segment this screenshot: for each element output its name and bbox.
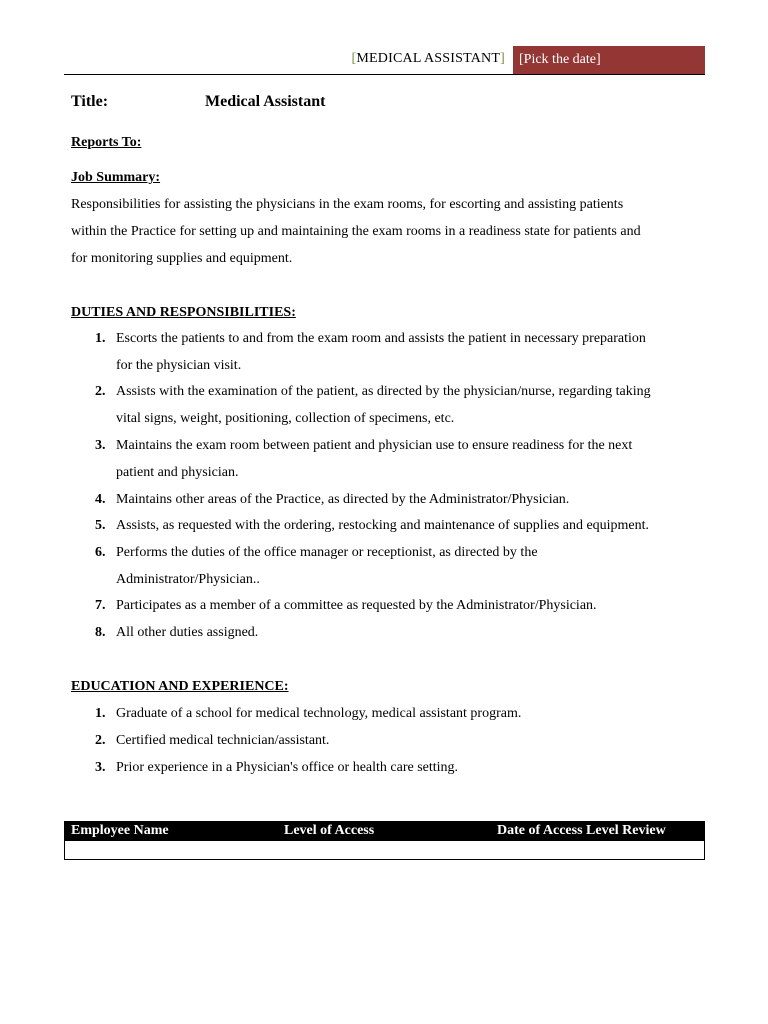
list-item-text: Participates as a member of a committee as requested by the Administrator/Physician.: [116, 598, 597, 613]
list-item-text: Maintains the exam room between patient and physician use to ensure readiness for the next: [116, 438, 633, 453]
header-employee-name: Employee Name: [71, 823, 169, 838]
title-row: [71, 93, 326, 111]
list-item-number: 2.: [95, 384, 106, 399]
table-row: [65, 841, 704, 859]
list-item-number: 1.: [95, 706, 106, 721]
list-item-text: vital signs, weight, positioning, collection of specimens, etc.: [116, 411, 455, 426]
education-heading: EDUCATION AND EXPERIENCE:: [71, 679, 289, 694]
list-item-number: 5.: [95, 518, 106, 533]
title-value: Medical Assistant: [205, 93, 326, 110]
employee-name-cell[interactable]: [65, 841, 277, 859]
reports-to-label: Reports To:: [71, 135, 142, 150]
list-item-number: 2.: [95, 733, 106, 748]
header-title-text: MEDICAL ASSISTANT: [356, 51, 501, 66]
list-item-text: All other duties assigned.: [116, 625, 259, 640]
list-item-text: Assists with the examination of the patient, as directed by the physician/nurse, regarding taking: [116, 384, 651, 399]
job-summary-line: for monitoring supplies and equipment.: [71, 251, 293, 266]
list-item-text: Graduate of a school for medical technology, medical assistant program.: [116, 706, 522, 721]
list-item-number: 4.: [95, 492, 106, 507]
list-item-text: Maintains other areas of the Practice, as directed by the Administrator/Physician.: [116, 492, 570, 507]
level-of-access-cell[interactable]: [277, 841, 490, 859]
list-item-text: Assists, as requested with the ordering, restocking and maintenance of supplies and equipment.: [116, 518, 650, 533]
list-item-text: patient and physician.: [116, 465, 239, 480]
list-item-number: 8.: [95, 625, 106, 640]
header-bracket-close: ]: [500, 51, 505, 66]
header-bracket-open: [: [351, 51, 357, 66]
title-label: Title:: [71, 93, 109, 110]
list-item-number: 6.: [95, 545, 106, 560]
review-date-cell[interactable]: [490, 841, 704, 859]
header-title[interactable]: [352, 51, 505, 67]
duties-heading: DUTIES AND RESPONSIBILITIES:: [71, 305, 296, 320]
header-review-date: Date of Access Level Review: [497, 823, 666, 838]
job-summary-line: within the Practice for setting up and maintaining the exam rooms in a readiness state for patients and: [71, 224, 641, 239]
table-header-row: [65, 822, 704, 841]
list-item-text: Certified medical technician/assistant.: [116, 733, 330, 748]
list-item-number: 3.: [95, 438, 106, 453]
list-item-text: Performs the duties of the office manager or receptionist, as directed by the: [116, 545, 538, 560]
access-table: [64, 821, 705, 860]
list-item-text: Administrator/Physician..: [116, 572, 260, 587]
list-item-text: Prior experience in a Physician's office or health care setting.: [116, 760, 459, 775]
list-item-number: 1.: [95, 331, 106, 346]
list-item-number: 7.: [95, 598, 106, 613]
list-item-text: for the physician visit.: [116, 358, 242, 373]
document-header: [64, 46, 705, 75]
header-level-of-access: Level of Access: [284, 823, 375, 838]
list-item-number: 3.: [95, 760, 106, 775]
date-picker-field[interactable]: [Pick the date]: [513, 46, 705, 74]
job-summary-line: Responsibilities for assisting the physicians in the exam rooms, for escorting and assisting patients: [71, 197, 624, 212]
job-summary-label: Job Summary:: [71, 170, 161, 185]
list-item-text: Escorts the patients to and from the exam room and assists the patient in necessary preparation: [116, 331, 646, 346]
